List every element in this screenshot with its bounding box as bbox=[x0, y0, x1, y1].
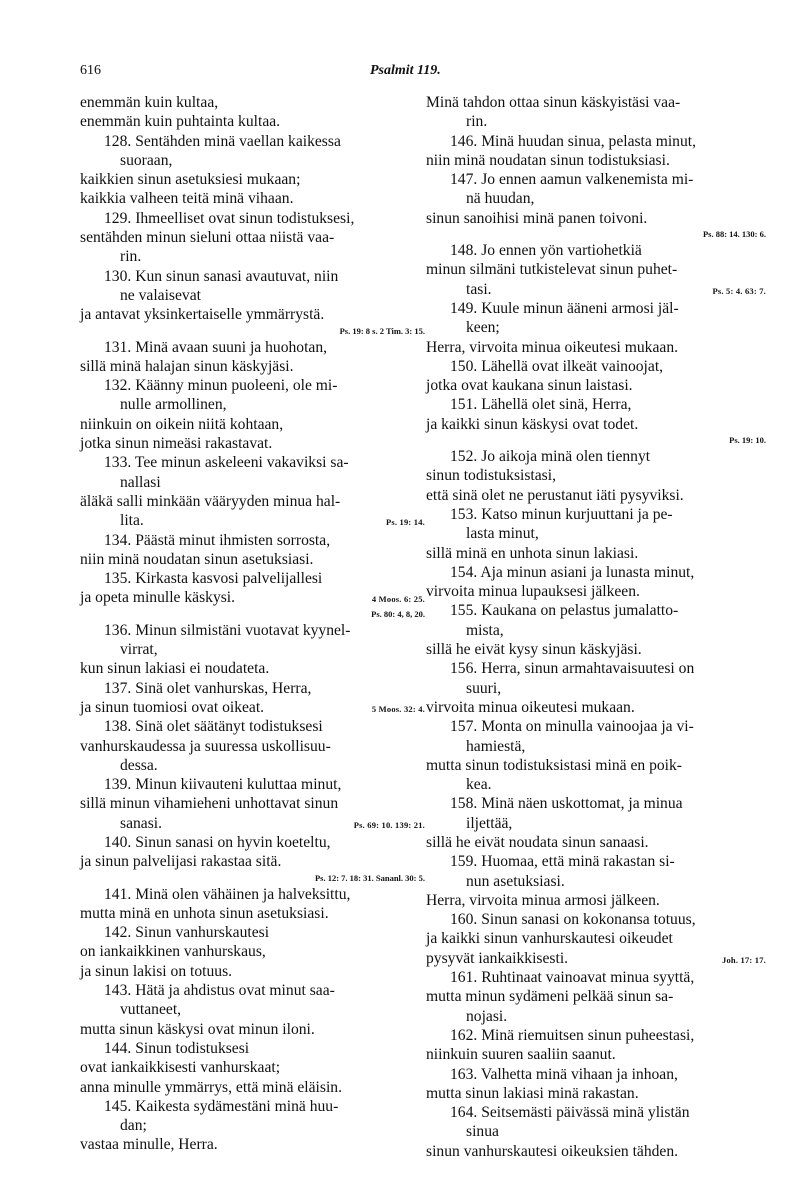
verse-line bbox=[426, 1045, 766, 1064]
verse-text: dessa. bbox=[120, 756, 158, 774]
verse-line bbox=[80, 189, 425, 208]
verse-line bbox=[426, 544, 766, 563]
verse-text: pysyvät iankaikkisesti. bbox=[426, 949, 569, 967]
cross-reference: 4 Moos. 6: 25. bbox=[371, 594, 425, 605]
verse-text: mutta minä en unhota sinun asetuksiasi. bbox=[80, 904, 329, 922]
verse-line bbox=[426, 833, 766, 852]
verse-line bbox=[80, 511, 425, 530]
verse-text: äläkä salli minkään vääryyden minua hal- bbox=[80, 492, 341, 510]
verse-text: 130. Kun sinun sanasi avautuvat, niin bbox=[104, 267, 339, 285]
verse-text: 158. Minä näen uskottomat, ja minua bbox=[450, 795, 683, 813]
verse-text: ja opeta minulle käskysi. bbox=[80, 589, 236, 607]
verse-text: 142. Sinun vanhurskautesi bbox=[104, 924, 270, 942]
verse-text: mutta minun sydämeni pelkää sinun sa- bbox=[426, 988, 674, 1006]
verse-text: sillä he eivät kysy sinun käskyjäsi. bbox=[426, 641, 642, 659]
verse-line bbox=[426, 929, 766, 948]
verse-line bbox=[426, 852, 766, 871]
verse-text: mutta sinun käskysi ovat minun iloni. bbox=[80, 1020, 315, 1038]
verse-text: sillä minä en unhota sinun lakiasi. bbox=[426, 544, 639, 562]
verse-text: ja kaikki sinun vanhurskautesi oikeudet bbox=[426, 930, 673, 948]
verse-text: nojasi. bbox=[466, 1007, 508, 1025]
verse-line bbox=[80, 775, 425, 794]
verse-line bbox=[80, 962, 425, 981]
verse-text: 129. Ihmeelliset ovat sinun todistuksesi, bbox=[104, 209, 355, 227]
verse-text: 161. Ruhtinaat vainoavat minua syyttä, bbox=[450, 969, 695, 987]
verse-text: kea. bbox=[466, 776, 492, 794]
verse-line bbox=[80, 698, 425, 717]
verse-text: 147. Jo ennen aamun valkenemista mi- bbox=[450, 171, 694, 189]
verse-line bbox=[80, 904, 425, 923]
verse-text: 140. Sinun sanasi on hyvin koeteltu, bbox=[104, 833, 331, 851]
verse-line bbox=[80, 1039, 425, 1058]
verse-text: 139. Minun kiivauteni kuluttaa minut, bbox=[104, 776, 342, 794]
verse-line bbox=[80, 1116, 425, 1135]
verse-line bbox=[426, 447, 766, 466]
verse-line bbox=[80, 247, 425, 266]
verse-line bbox=[426, 910, 766, 929]
verse-line bbox=[426, 1142, 766, 1161]
verse-text: hamiestä, bbox=[466, 737, 526, 755]
verse-line bbox=[80, 814, 425, 833]
verse-line bbox=[80, 1078, 425, 1097]
cross-reference: Ps. 19: 8 s. 2 Tim. 3: 15. bbox=[339, 325, 425, 336]
verse-line bbox=[80, 151, 425, 170]
cross-reference: Ps. 19: 14. bbox=[385, 517, 425, 528]
verse-line bbox=[80, 621, 425, 640]
verse-line bbox=[80, 923, 425, 942]
verse-text: sinua bbox=[466, 1123, 499, 1141]
verse-text: 149. Kuule minun ääneni armosi jäl- bbox=[450, 299, 679, 317]
verse-line bbox=[80, 737, 425, 756]
verse-text: suoraan, bbox=[120, 151, 173, 169]
verse-text: nallasi bbox=[120, 473, 161, 491]
verse-line bbox=[80, 981, 425, 1000]
verse-line bbox=[80, 679, 425, 698]
verse-line bbox=[426, 659, 766, 678]
verse-text: enemmän kuin puhtainta kultaa. bbox=[80, 113, 281, 131]
verse-text: lita. bbox=[120, 512, 144, 530]
verse-line bbox=[426, 486, 766, 505]
verse-text: niinkuin on oikein niitä kohtaan, bbox=[80, 415, 284, 433]
verse-line bbox=[80, 640, 425, 659]
verse-line bbox=[426, 357, 766, 376]
verse-line bbox=[80, 453, 425, 472]
verse-line bbox=[426, 872, 766, 891]
verse-text: vanhurskaudessa ja suuressa uskollisuu- bbox=[80, 737, 331, 755]
verse-line bbox=[80, 794, 425, 813]
verse-text: 141. Minä olen vähäinen ja halveksittu, bbox=[104, 885, 351, 903]
verse-line bbox=[426, 132, 766, 151]
verse-text: iljettää, bbox=[466, 814, 513, 832]
verse-text: dan; bbox=[120, 1117, 147, 1135]
verse-text: keen; bbox=[466, 319, 500, 337]
verse-text: sillä minä halajan sinun käskyjäsi. bbox=[80, 357, 294, 375]
verse-line bbox=[80, 415, 425, 434]
verse-line bbox=[426, 1084, 766, 1103]
verse-text: 152. Jo aikoja minä olen tiennyt bbox=[450, 448, 651, 466]
verse-line bbox=[80, 833, 425, 852]
verse-line bbox=[426, 524, 766, 543]
verse-line bbox=[426, 582, 766, 601]
verse-line bbox=[426, 987, 766, 1006]
verse-line bbox=[80, 434, 425, 453]
verse-text: 154. Aja minun asiani ja lunasta minut, bbox=[450, 563, 695, 581]
verse-line bbox=[80, 473, 425, 492]
verse-text: 133. Tee minun askeleeni vakaviksi sa- bbox=[104, 454, 349, 472]
verse-line bbox=[80, 852, 425, 871]
verse-text: tasi. bbox=[466, 280, 492, 298]
verse-line bbox=[80, 228, 425, 247]
verse-text: jotka ovat kaukana sinun laistasi. bbox=[426, 377, 633, 395]
verse-text: 143. Hätä ja ahdistus ovat minut saa- bbox=[104, 982, 335, 1000]
cross-reference: Ps. 69: 10. 139: 21. bbox=[353, 819, 425, 830]
verse-text: sillä minun vihamieheni unhottavat sinun bbox=[80, 795, 339, 813]
verse-text: 156. Herra, sinun armahtavaisuutesi on bbox=[450, 660, 695, 678]
verse-line bbox=[80, 1058, 425, 1077]
verse-line bbox=[80, 112, 425, 131]
verse-text: mista, bbox=[466, 621, 504, 639]
verse-text: niin minä noudatan sinun asetuksiasi. bbox=[80, 550, 314, 568]
verse-line bbox=[426, 679, 766, 698]
verse-line bbox=[426, 621, 766, 640]
verse-line bbox=[80, 357, 425, 376]
verse-text: 150. Lähellä ovat ilkeät vainoojat, bbox=[450, 357, 664, 375]
verse-text: ja kaikki sinun käskysi ovat todet. bbox=[426, 415, 639, 433]
running-title: Psalmit 119. bbox=[370, 63, 441, 78]
verse-line bbox=[80, 659, 425, 678]
verse-line bbox=[426, 260, 766, 279]
verse-text: nun asetuksiasi. bbox=[466, 872, 565, 890]
verse-line bbox=[426, 338, 766, 357]
verse-text: 153. Katso minun kurjuuttani ja pe- bbox=[450, 505, 673, 523]
verse-text: 144. Sinun todistuksesi bbox=[104, 1039, 250, 1057]
verse-line bbox=[80, 885, 425, 904]
verse-line bbox=[426, 1065, 766, 1084]
verse-line bbox=[426, 395, 766, 414]
verse-text: nulle armollinen, bbox=[120, 396, 227, 414]
cross-reference: Ps. 88: 14. 130: 6. bbox=[702, 229, 766, 240]
verse-line bbox=[80, 305, 425, 324]
verse-text: vuttaneet, bbox=[120, 1001, 182, 1019]
verse-text: 137. Sinä olet vanhurskas, Herra, bbox=[104, 679, 312, 697]
verse-text: kun sinun lakiasi ei noudateta. bbox=[80, 660, 270, 678]
cross-reference: Ps. 5: 4. 63: 7. bbox=[712, 285, 766, 296]
verse-text: 135. Kirkasta kasvosi palvelijallesi bbox=[104, 570, 323, 588]
verse-line bbox=[80, 531, 425, 550]
verse-line bbox=[426, 318, 766, 337]
verse-text: sillä he eivät noudata sinun sanaasi. bbox=[426, 833, 649, 851]
verse-line bbox=[80, 376, 425, 395]
cross-reference: Joh. 17: 17. bbox=[722, 954, 766, 965]
verse-text: 164. Seitsemästi päivässä minä ylistän bbox=[450, 1104, 690, 1122]
verse-line bbox=[426, 299, 766, 318]
verse-text: 131. Minä avaan suuni ja huohotan, bbox=[104, 338, 328, 356]
verse-line bbox=[426, 209, 766, 228]
verse-line bbox=[426, 112, 766, 131]
verse-line bbox=[80, 267, 425, 286]
verse-line bbox=[426, 1007, 766, 1026]
verse-text: 134. Päästä minut ihmisten sorrosta, bbox=[104, 531, 331, 549]
verse-line bbox=[80, 1000, 425, 1019]
verse-text: nä huudan, bbox=[466, 190, 535, 208]
verse-line bbox=[426, 1103, 766, 1122]
verse-line bbox=[426, 415, 766, 434]
verse-text: ja sinun palvelijasi rakastaa sitä. bbox=[80, 853, 282, 871]
verse-text: Herra, virvoita minua armosi jälkeen. bbox=[426, 891, 660, 909]
verse-line bbox=[80, 569, 425, 588]
verse-line bbox=[426, 505, 766, 524]
verse-text: rin. bbox=[466, 113, 488, 131]
right-column bbox=[426, 93, 766, 1161]
verse-text: kaikkia valheen teitä minä vihaan. bbox=[80, 190, 294, 208]
verse-text: ja antavat yksinkertaiselle ymmärrystä. bbox=[80, 306, 325, 324]
verse-text: kaikkien sinun asetuksiesi mukaan; bbox=[80, 171, 301, 189]
verse-text: ja sinun tuomiosi ovat oikeat. bbox=[80, 698, 265, 716]
verse-line bbox=[426, 170, 766, 189]
verse-text: virvoita minua oikeutesi mukaan. bbox=[426, 698, 635, 716]
verse-line bbox=[426, 814, 766, 833]
verse-text: mutta sinun todistuksistasi minä en poik- bbox=[426, 756, 682, 774]
verse-text: 163. Valhetta minä vihaan ja inhoan, bbox=[450, 1065, 678, 1083]
verse-text: 157. Monta on minulla vainoojaa ja vi- bbox=[450, 718, 694, 736]
verse-line bbox=[426, 280, 766, 299]
verse-text: on iankaikkinen vanhurskaus, bbox=[80, 943, 266, 961]
verse-text: 146. Minä huudan sinua, pelasta minut, bbox=[450, 132, 696, 150]
verse-text: sanasi. bbox=[120, 814, 163, 832]
verse-line bbox=[426, 698, 766, 717]
verse-line bbox=[80, 942, 425, 961]
verse-line bbox=[80, 93, 425, 112]
verse-line bbox=[426, 376, 766, 395]
verse-text: ja sinun lakisi on totuus. bbox=[80, 962, 233, 980]
verse-line bbox=[426, 717, 766, 736]
verse-text: 160. Sinun sanasi on kokonansa totuus, bbox=[450, 911, 696, 929]
verse-line bbox=[426, 601, 766, 620]
verse-line bbox=[80, 209, 425, 228]
verse-text: sentähden minun sieluni ottaa niistä vaa- bbox=[80, 229, 335, 247]
verse-line bbox=[426, 794, 766, 813]
verse-line bbox=[426, 189, 766, 208]
verse-line bbox=[426, 737, 766, 756]
verse-line bbox=[80, 170, 425, 189]
verse-line bbox=[426, 891, 766, 910]
verse-text: mutta sinun lakiasi minä rakastan. bbox=[426, 1084, 639, 1102]
verse-text: sinun vanhurskautesi oikeuksien tähden. bbox=[426, 1142, 679, 1160]
left-column bbox=[80, 93, 425, 1155]
verse-text: 136. Minun silmistäni vuotavat kyynel- bbox=[104, 621, 351, 639]
verse-line bbox=[426, 775, 766, 794]
verse-text: virrat, bbox=[120, 641, 158, 659]
verse-text: lasta minut, bbox=[466, 525, 539, 543]
verse-line bbox=[80, 550, 425, 569]
verse-line bbox=[426, 151, 766, 170]
verse-text: Minä tahdon ottaa sinun käskyistäsi vaa- bbox=[426, 94, 681, 111]
verse-text: 128. Sentähden minä vaellan kaikessa bbox=[104, 132, 341, 150]
verse-text: niinkuin suuren saaliin saanut. bbox=[426, 1046, 616, 1064]
verse-text: rin. bbox=[120, 248, 142, 266]
verse-text: että sinä olet ne perustanut iäti pysyviksi. bbox=[426, 486, 684, 504]
verse-text: 138. Sinä olet säätänyt todistuksesi bbox=[104, 718, 323, 736]
verse-text: ne valaisevat bbox=[120, 286, 201, 304]
verse-text: 132. Käänny minun puoleeni, ole mi- bbox=[104, 377, 338, 395]
verse-line bbox=[426, 466, 766, 485]
cross-reference: Ps. 19: 10. bbox=[729, 435, 766, 446]
verse-line bbox=[426, 1122, 766, 1141]
verse-text: niin minä noudatan sinun todistuksiasi. bbox=[426, 151, 670, 169]
verse-line bbox=[80, 132, 425, 151]
verse-text: sinun sanoihisi minä panen toivoni. bbox=[426, 209, 648, 227]
verse-line bbox=[80, 756, 425, 775]
verse-line bbox=[426, 640, 766, 659]
verse-text: jotka sinun nimeäsi rakastavat. bbox=[80, 435, 273, 453]
verse-text: 151. Lähellä olet sinä, Herra, bbox=[450, 396, 632, 414]
verse-text: suuri, bbox=[466, 679, 502, 697]
verse-line bbox=[80, 492, 425, 511]
cross-reference: Ps. 12: 7. 18: 31. Sananl. 30: 5. bbox=[314, 872, 425, 883]
verse-line bbox=[80, 588, 425, 607]
verse-line bbox=[80, 1097, 425, 1116]
verse-line bbox=[80, 338, 425, 357]
verse-text: virvoita minua lupauksesi jälkeen. bbox=[426, 583, 640, 601]
cross-reference: Ps. 80: 4, 8, 20. bbox=[371, 608, 425, 619]
verse-line bbox=[80, 1020, 425, 1039]
verse-line bbox=[426, 1026, 766, 1045]
verse-text: sinun todistuksistasi, bbox=[426, 467, 556, 485]
verse-text: 155. Kaukana on pelastus jumalatto- bbox=[450, 602, 679, 620]
verse-line bbox=[426, 241, 766, 260]
verse-text: ovat iankaikkisesti vanhurskaat; bbox=[80, 1059, 281, 1077]
verse-text: minun silmäni tutkistelevat sinun puhet- bbox=[426, 261, 678, 279]
verse-line bbox=[426, 756, 766, 775]
verse-line bbox=[426, 968, 766, 987]
verse-text: Herra, virvoita minua oikeutesi mukaan. bbox=[426, 338, 679, 356]
cross-reference: 5 Moos. 32: 4. bbox=[371, 703, 425, 714]
verse-line bbox=[426, 563, 766, 582]
verse-line bbox=[426, 93, 766, 112]
verse-text: 148. Jo ennen yön vartiohetkiä bbox=[450, 242, 642, 260]
verse-line bbox=[80, 395, 425, 414]
verse-line bbox=[426, 949, 766, 968]
page-number: 616 bbox=[80, 63, 101, 78]
verse-text: 159. Huomaa, että minä rakastan si- bbox=[450, 853, 675, 871]
verse-text: anna minulle ymmärrys, että minä eläisin. bbox=[80, 1078, 342, 1096]
verse-text: 145. Kaikesta sydämestäni minä huu- bbox=[104, 1097, 339, 1115]
verse-text: vastaa minulle, Herra. bbox=[80, 1136, 218, 1154]
verse-text: enemmän kuin kultaa, bbox=[80, 94, 219, 111]
verse-text: 162. Minä riemuitsen sinun puheestasi, bbox=[450, 1026, 695, 1044]
verse-line bbox=[80, 717, 425, 736]
verse-line bbox=[80, 286, 425, 305]
verse-line bbox=[80, 1135, 425, 1154]
